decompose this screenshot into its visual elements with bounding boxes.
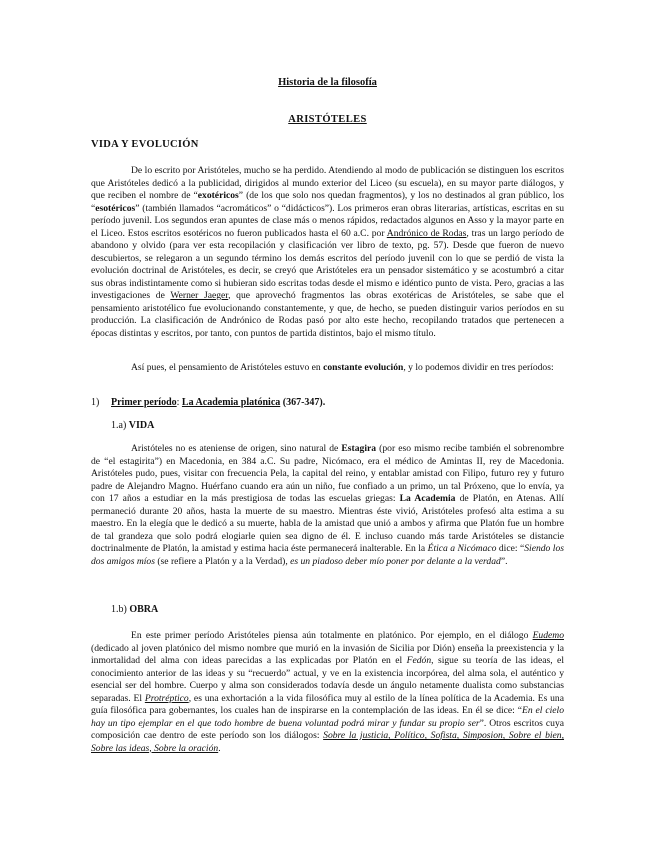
document-title: Historia de la filosofía: [278, 77, 377, 88]
link-jaeger: Werner Jaeger: [170, 290, 229, 301]
periods-intro-paragraph: Así pues, el pensamiento de Aristóteles estuvo en constante evolución, y lo podemos dividir en tres períodos:: [131, 362, 554, 373]
period-1-number: 1): [91, 397, 100, 408]
vida-heading: 1.a) VIDA: [111, 420, 155, 431]
link-andronico: Andrónico de Rodas: [386, 227, 467, 239]
intro-paragraph: De lo escrito por Aristóteles, mucho se ha perdido. Atendiendo al modo de publicación se distinguen los escritos que Aristóteles dedicó a la publicidad, dirigidos al mundo exterior del Liceo (su escuela), en su mayor parte diálogos, y que reciben el nombre de “exotéricos” (de los que solo nos quedan fragmentos), y los no destinados al gran público, los “esotéricos” (también llamados “acromáticos” o “didácticos”). Los primeros eran obras literarias, artísticas, escritas en su período juvenil. Los segundos eran apuntes de clase más o menos rápidos, redactados algunos en Asso y la mayor parte en el Liceo. Estos escritos esotéricos no fueron publicados hasta el 60 a.C. por Andrónico de Rodas, tras un largo período de abandono y olvido (para ver esta recopilación y clasificación ver libro de texto, pg. 57). Desde que fueron de nuevo descubiertos, se relegaron a un segundo término los demás escritos del período juvenil con lo que se perdió de vista la evolución doctrinal de Aristóteles, es decir, se creyó que Aristóteles era un pensador sistemático y se acostumbró a citar sus obras indistintamente como si hubieran sido escritas todas desde el mismo e idéntico punto de vista. Pero, gracias a las investigaciones de Werner Jaeger, que aprovechó fragmentos las obras exotéricas de Aristóteles, se sabe que el pensamiento aristotélico fue evolucionando constantemente, y que, de hecho, se pueden distinguir varios períodos en su producción. La clasificación de Andrónico de Rodas pasó por alto este hecho, recopilando tratados que pertenecen a épocas distintas y escritos, por tanto, con puntos de partida distintos, bajo el mismo título.: [91, 165, 565, 339]
obra-heading: 1.b) OBRA: [111, 604, 159, 615]
document-subtitle: ARISTÓTELES: [288, 114, 367, 125]
vida-paragraph: Aristóteles no es ateniense de origen, sino natural de Estagira (por eso mismo recibe también el sobrenombre de “el estagirita”) en Macedonia, en 384 a.C. Su padre, Nicómaco, era el médico de Amintas II, rey de Macedonia. Aristóteles pudo, pues, visitar con frecuencia Pela, la capital del reino, y entablar amistad con Filipo, futuro rey y futuro padre de Alejandro Magno. Huérfano cuando era aún un niño, fue confiado a un primo, un tal Próxeno, que lo envía, ya con 17 años a estudiar en la más prestigiosa de todas las escuelas griegas: La Academia de Platón, en Atenas. Allí permaneció durante 20 años, hasta la muerte de su maestro. Mientras éste vivió, Aristóteles profesó alta estima a su maestro. En la elegía que le dedicó a su muerte, habla de la amistad que unió a ambos y afirma que Platón fue un hombre de tal grandeza que solo podrá elogiarle quien sea digno de él. E incluso cuando más tarde Aristóteles se distancie doctrinalmente de Platón, la amistad y estima hacia éste permanecerá inalterable. En la Ética a Nicómaco dice: “Siendo los dos amigos míos (se refiere a Platón y a la Verdad), es un piadoso deber mío poner por delante a la verdad”.: [91, 443, 565, 567]
obra-paragraph: En este primer período Aristóteles piensa aún totalmente en platónico. Por ejemplo, en el diálogo Eudemo (dedicado al joven platónico del mismo nombre que murió en la invasión de Sicilia por Dión) enseña la preexistencia y la inmortalidad del alma con ideas parecidas a las explicadas por Platón en el Fedón, sigue su teoría de las ideas, el conocimiento anterior de las ideas y su “recuerdo” actual, y ve en la existencia incorpórea, del alma sola, el auténtico y esencial ser del hombre. Cuerpo y alma son considerados todavía desde un ángulo netamente dualista como substancias separadas. El Protréptico, es una exhortación a la vida filosófica muy al estilo de la línea política de la Academia. Es una guía filosófica para gobernantes, los cuales han de inspirarse en la contemplación de las ideas. En él se dice: “En el cielo hay un tipo ejemplar en el que todo hombre de buena voluntad podrá mirar y fundar su propio ser”. Otros escritos cuya composición cae dentro de este período son los diálogos: Sobre la justicia, Político, Sofista, Simposion, Sobre el bien, Sobre las ideas, Sobre la oración.: [91, 630, 565, 754]
period-1-heading: Primer período: La Academia platónica (367-347).: [111, 397, 326, 408]
section-heading: VIDA Y EVOLUCIÓN: [91, 139, 199, 150]
